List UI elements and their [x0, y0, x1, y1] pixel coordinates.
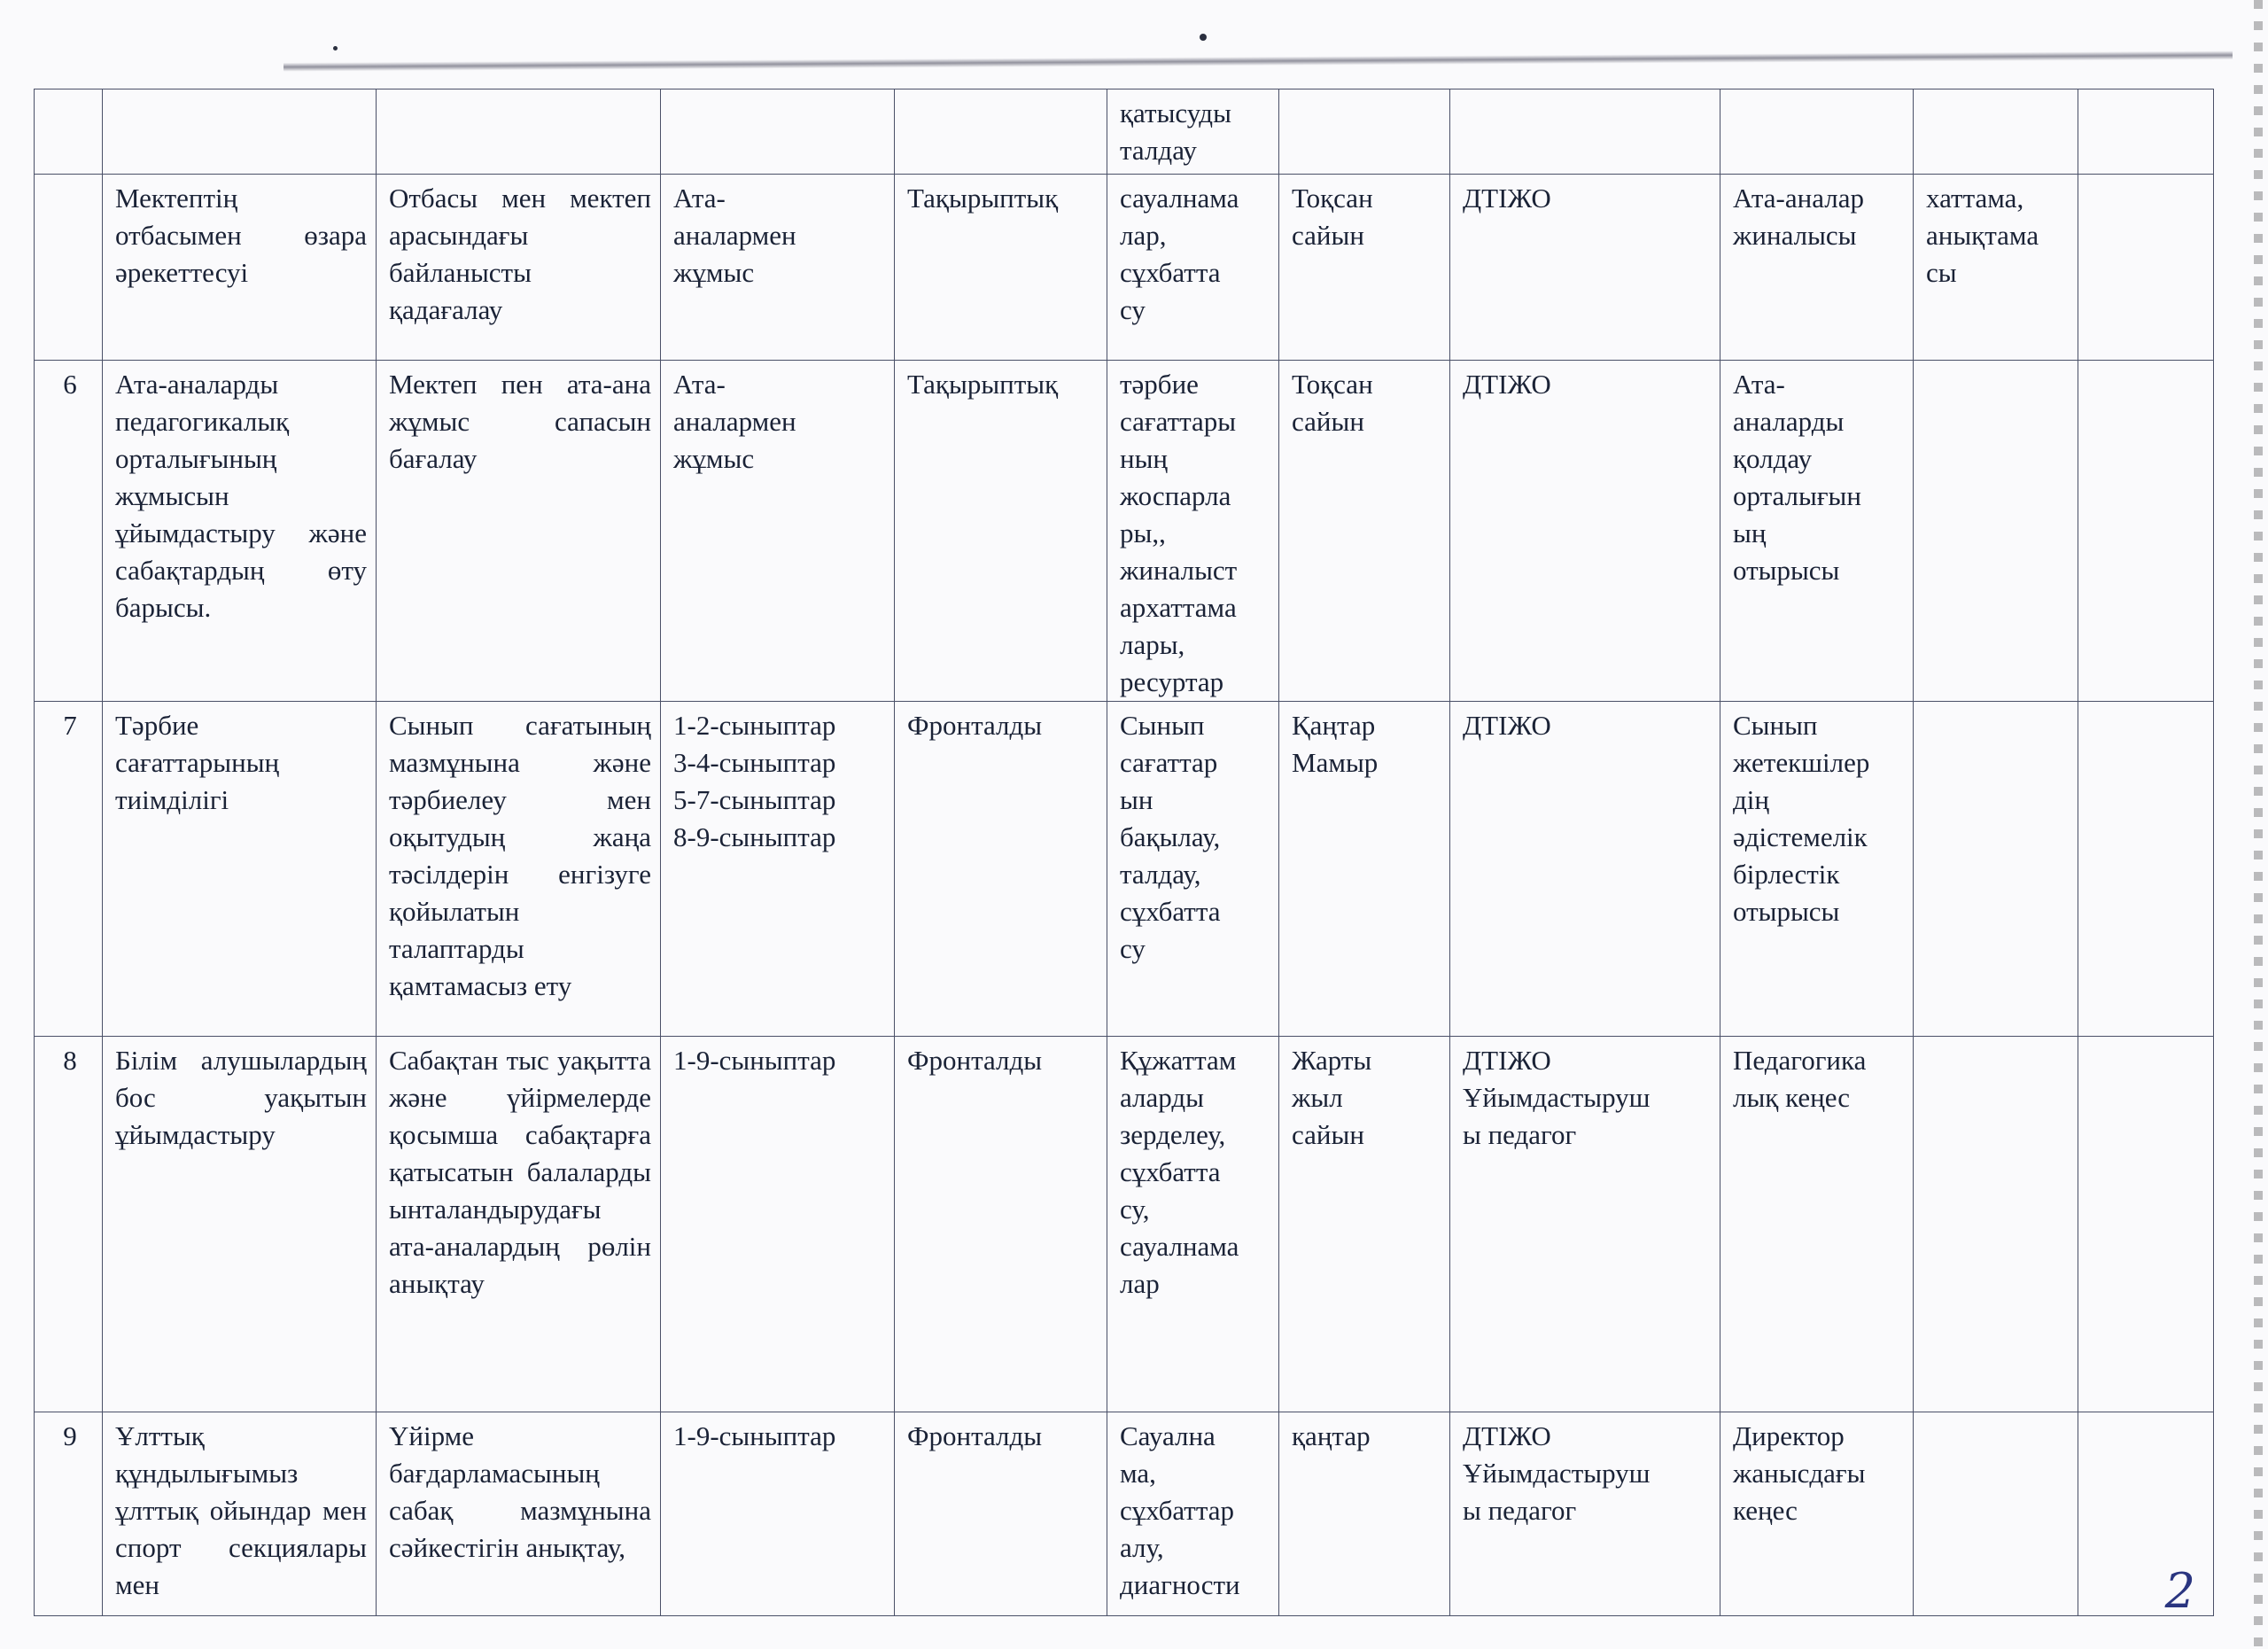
- cell-direction: Тәрбие сағаттарының тиімділігі: [103, 702, 377, 1037]
- cell-review-place: Ата- аналарды қолдау орталығын ың отырысы: [1720, 361, 1914, 702]
- cell-timing: қаңтар: [1279, 1412, 1450, 1616]
- cell-method: қатысуды талдау: [1107, 89, 1279, 175]
- row-number: [35, 89, 103, 175]
- cell-goal: Отбасы мен мектеп арасындағы байланысты қадағалау: [377, 175, 661, 361]
- cell-extra: [2078, 1037, 2214, 1412]
- cell-responsible: [1450, 89, 1720, 175]
- cell-decision: [1914, 702, 2078, 1037]
- cell-method: Құжаттам аларды зерделеу, сұхбатта су, сауалнама лар: [1107, 1037, 1279, 1412]
- scan-artifact-line: [284, 51, 2233, 71]
- cell-direction: Ата-аналарды педагогикалық орталығының жұмысын ұйымдастыру және сабақтардың өту барысы.: [103, 361, 377, 702]
- cell-timing: Қаңтар Мамыр: [1279, 702, 1450, 1037]
- scan-speck: [333, 46, 338, 51]
- row-number: 8: [35, 1037, 103, 1412]
- cell-goal: [377, 89, 661, 175]
- page-number-mark: 2: [2164, 1563, 2195, 1619]
- cell-goal: Мектеп пен ата-ана жұмыс сапасын бағалау: [377, 361, 661, 702]
- cell-object: 1-2-сыныптар 3-4-сыныптар 5-7-сыныптар 8-9-сыныптар: [661, 702, 895, 1037]
- cell-direction: Білім алушылардың бос уақытын ұйымдастыру: [103, 1037, 377, 1412]
- cell-responsible: ДТІЖО: [1450, 702, 1720, 1037]
- cell-method: Сынып сағаттар ын бақылау, талдау, сұхбатта су: [1107, 702, 1279, 1037]
- cell-goal: Сынып сағатының мазмұнына және тәрбиелеу мен оқытудың жаңа тәсілдерін енгізуге қойылатын талаптарды қамтамасыз ету: [377, 702, 661, 1037]
- cell-type: Тақырыптық: [895, 361, 1107, 702]
- cell-timing: Тоқсан сайын: [1279, 361, 1450, 702]
- row-number: 9: [35, 1412, 103, 1616]
- cell-object: Ата- аналармен жұмыс: [661, 361, 895, 702]
- cell-responsible: ДТІЖО: [1450, 361, 1720, 702]
- cell-decision: [1914, 1412, 2078, 1616]
- row-number: [35, 175, 103, 361]
- cell-responsible: ДТІЖО: [1450, 175, 1720, 361]
- row-number: 7: [35, 702, 103, 1037]
- cell-review-place: [1720, 89, 1914, 175]
- cell-timing: Жарты жыл сайын: [1279, 1037, 1450, 1412]
- cell-review-place: Ата-аналар жиналысы: [1720, 175, 1914, 361]
- cell-extra: [2078, 175, 2214, 361]
- scan-edge: [2254, 0, 2263, 1649]
- cell-type: Фронталды: [895, 702, 1107, 1037]
- cell-extra: [2078, 89, 2214, 175]
- cell-method: сауалнама лар, сұхбатта су: [1107, 175, 1279, 361]
- table-row: [35, 1037, 2214, 1412]
- control-plan-table: [34, 89, 2214, 1616]
- table-row: [35, 1412, 2214, 1616]
- cell-object: [661, 89, 895, 175]
- cell-decision: хаттама, анықтама сы: [1914, 175, 2078, 361]
- cell-timing: [1279, 89, 1450, 175]
- cell-decision: [1914, 89, 2078, 175]
- cell-responsible: ДТІЖО Ұйымдастыруш ы педагог: [1450, 1412, 1720, 1616]
- table-row: [35, 702, 2214, 1037]
- cell-review-place: Педагогика лық кеңес: [1720, 1037, 1914, 1412]
- cell-responsible: ДТІЖО Ұйымдастыруш ы педагог: [1450, 1037, 1720, 1412]
- cell-type: Тақырыптық: [895, 175, 1107, 361]
- cell-type: Фронталды: [895, 1037, 1107, 1412]
- cell-decision: [1914, 1037, 2078, 1412]
- cell-method: тәрбие сағаттары ның жоспарла ры,, жиналыст архаттама лары, ресуртар: [1107, 361, 1279, 702]
- cell-review-place: Сынып жетекшілер дің әдістемелік бірлестік отырысы: [1720, 702, 1914, 1037]
- cell-goal: Сабақтан тыс уақытта және үйірмелерде қосымша сабақтарға қатысатын балаларды ынталандырудағы ата-аналардың рөлін анықтау: [377, 1037, 661, 1412]
- table-row: [35, 361, 2214, 702]
- cell-extra: [2078, 361, 2214, 702]
- cell-decision: [1914, 361, 2078, 702]
- cell-object: 1-9-сыныптар: [661, 1037, 895, 1412]
- cell-object: 1-9-сыныптар: [661, 1412, 895, 1616]
- table-row: [35, 89, 2214, 175]
- cell-timing: Тоқсан сайын: [1279, 175, 1450, 361]
- cell-extra: [2078, 702, 2214, 1037]
- table-row: [35, 175, 2214, 361]
- cell-type: Фронталды: [895, 1412, 1107, 1616]
- cell-type: [895, 89, 1107, 175]
- cell-direction: [103, 89, 377, 175]
- cell-method: Сауална ма, сұхбаттар алу, диагности: [1107, 1412, 1279, 1616]
- cell-review-place: Директор жанысдағы кеңес: [1720, 1412, 1914, 1616]
- cell-goal: Үйірме бағдарламасының сабақ мазмұнына сәйкестігін анықтау,: [377, 1412, 661, 1616]
- cell-direction: Ұлттық құндылығымыз ұлттық ойындар мен спорт секциялары мен: [103, 1412, 377, 1616]
- cell-direction: Мектептің отбасымен өзара әрекеттесуі: [103, 175, 377, 361]
- row-number: 6: [35, 361, 103, 702]
- cell-object: Ата- аналармен жұмыс: [661, 175, 895, 361]
- scan-speck: [1200, 34, 1207, 41]
